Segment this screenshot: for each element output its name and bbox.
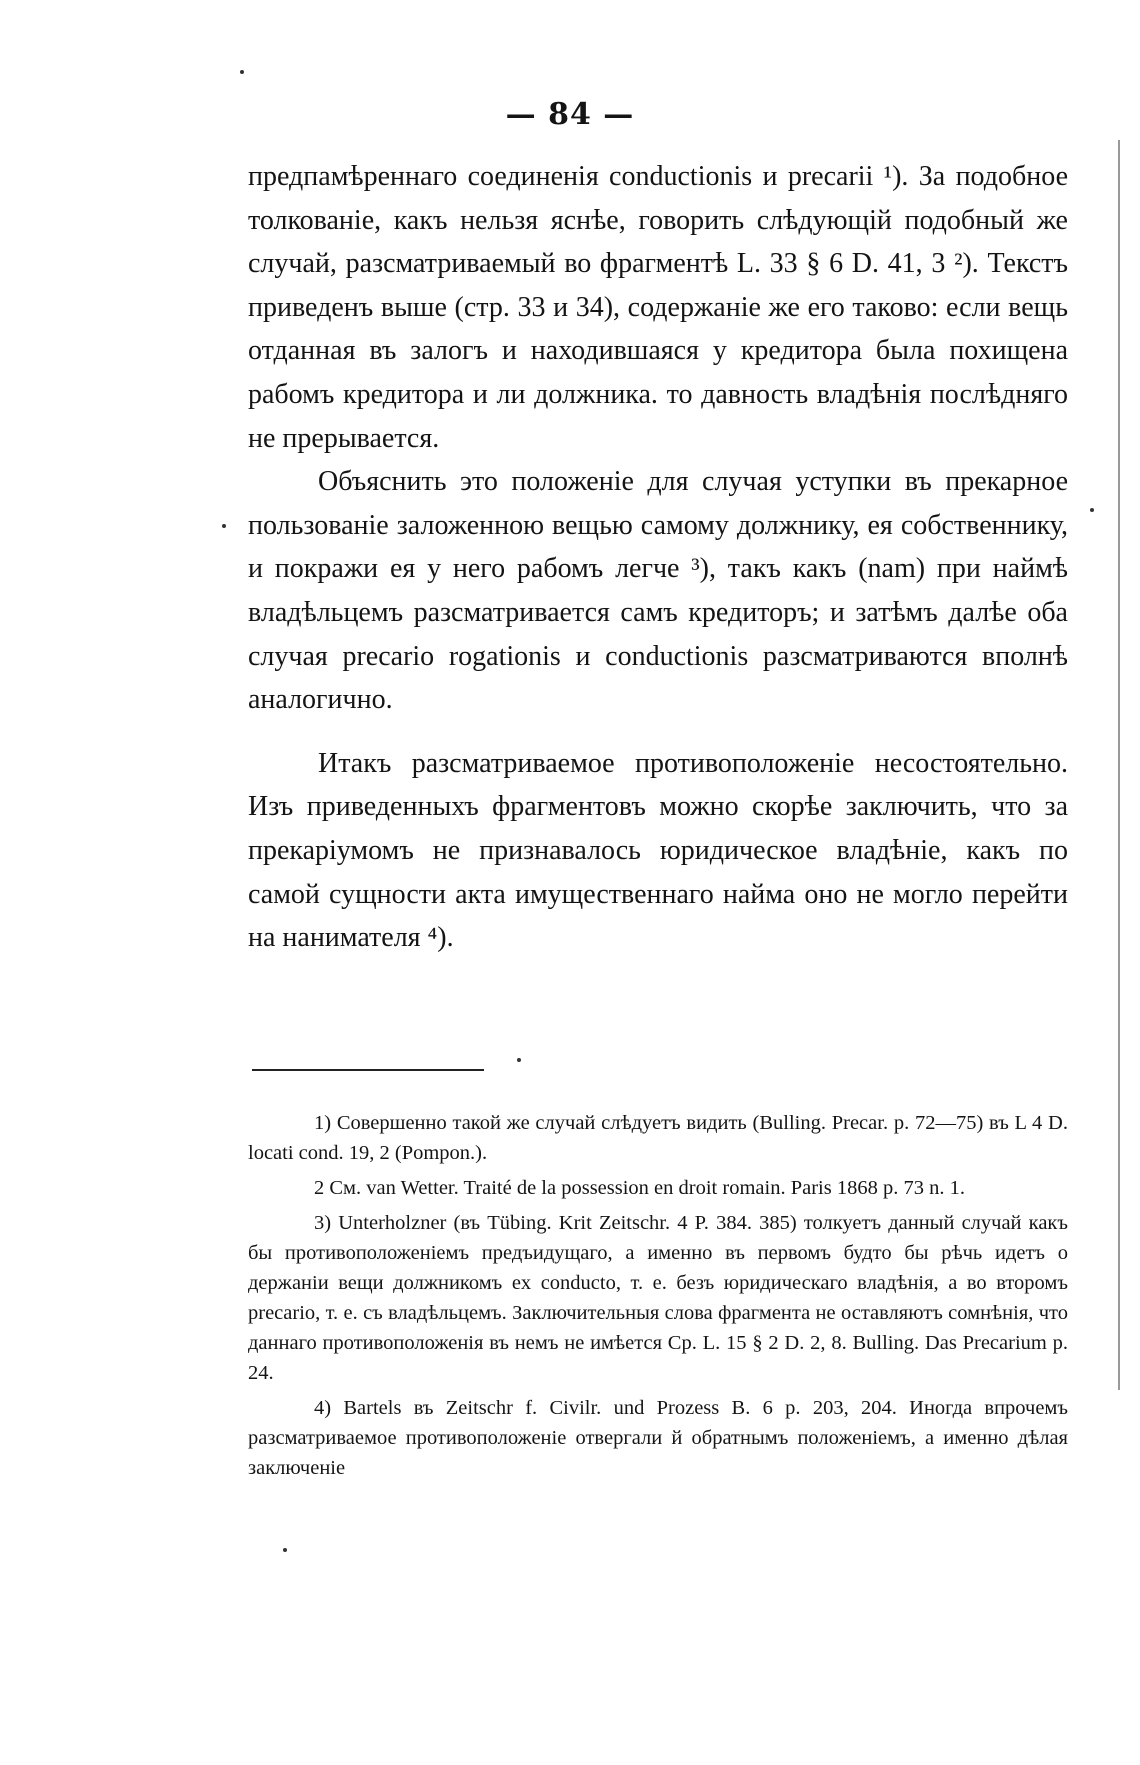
scan-speck <box>240 70 244 74</box>
page-number: — 84 — <box>505 97 635 132</box>
scan-speck <box>222 524 226 528</box>
paragraph-1: предпамѣреннаго соединенія conductionis и precarii ¹). За подобное толкованіе, какъ нельзя яснѣе, говорить слѣдующій подобный же случай, разсматриваемый во фрагментѣ L. 33 § 6 D. 41, 3 ²). Текстъ приведенъ выше (стр. 33 и 34), содержаніе же его таково: если вещь отданная въ залогъ и находившаяся у кредитора была похищена рабомъ кредитора и ли должника. то давность владѣнія послѣдняго не прерывается. <box>248 161 1068 454</box>
footnote-3: 3) Unterholzner (въ Tübing. Krit Zeitschr. 4 P. 384. 385) толкуетъ данный случай какъ бы противоположеніемъ предъидущаго, а именно въ первомъ будто бы рѣчь идетъ о держаніи вещи должникомъ ex conducto, т. е. безъ юридическаго владѣнія, а во второмъ precario, т. е. съ владѣльцемъ. Заключительныя слова фрагмента не оставляютъ сомнѣнія, что даннаго противоположенія въ немъ не имѣется Ср. L. 15 § 2 D. 2, 8. Bulling. Das Precarium p. 24. <box>248 1212 1068 1384</box>
scan-speck <box>517 1058 521 1062</box>
footnote-1: 1) Совершенно такой же случай слѣдуетъ видить (Bulling. Precar. p. 72—75) въ L 4 D. locati cond. 19, 2 (Pompon.). <box>248 1112 1068 1164</box>
paragraph-3: Итакъ разсматриваемое противоположеніе несостоятельно. Изъ приведенныхъ фрагментовъ можно скорѣе заключить, что за прекаріумомъ не признавалось юридическое владѣніе, какъ по самой сущности акта имущественнаго найма оно не могло перейти на нанимателя ⁴). <box>248 747 1068 954</box>
footnote-separator <box>252 1069 484 1071</box>
main-text <box>248 155 1068 960</box>
footnote-4: 4) Bartels въ Zeitschr f. Civilr. und Prozess B. 6 p. 203, 204. Иногда впрочемъ разсматриваемое противоположеніе отвергали й обратнымъ положеніемъ, а именно дѣлая заключеніе <box>248 1397 1068 1479</box>
paragraph-2: Объяснить это положеніе для случая уступки въ прекарное пользованіе заложенною вещью самому должнику, ея собственнику, и покражи ея у него рабомъ легче ³), такъ какъ (nam) при наймѣ владѣльцемъ разсматривается самъ кредиторъ; и затѣмъ далѣе оба случая precario rogationis и conductionis разсматриваются вполнѣ аналогично. <box>248 466 1068 716</box>
scan-edge <box>1118 140 1120 1390</box>
scan-speck <box>283 1548 287 1552</box>
scan-speck <box>1090 508 1094 512</box>
footnote-2: 2 См. van Wetter. Traité de la possession en droit romain. Paris 1868 p. 73 n. 1. <box>314 1177 965 1199</box>
footnotes <box>248 1108 1068 1488</box>
